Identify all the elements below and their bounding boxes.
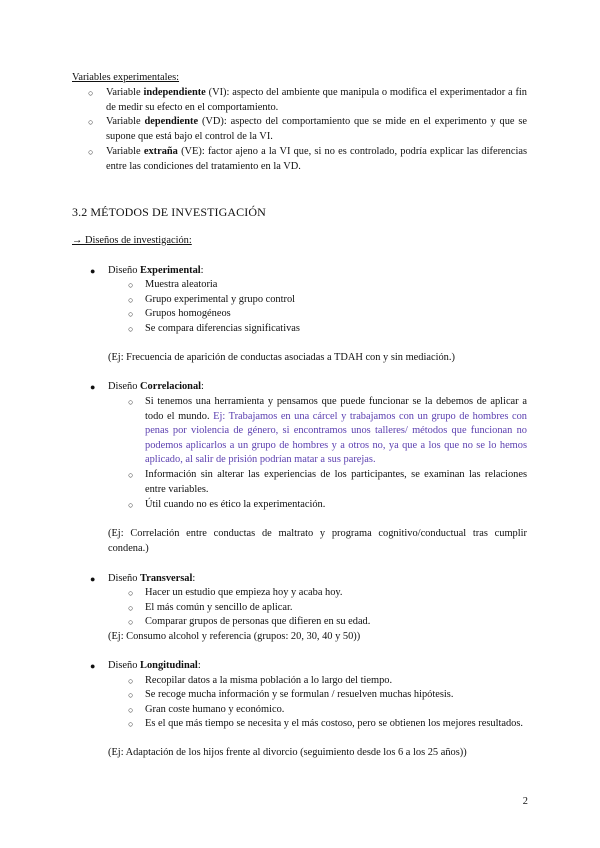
correlacional-item-1: Si tenemos una herramienta y pensamos que puede funcionar se la debemos de aplicar a todo el mundo. Ej: Trabajamos en una cárcel y trabajamos con un grupo de hombres con penas por violencia de género, si encontramos unos talleres/ métodos que funcionan no podemos aplicarlos a un grupo de hombres y a otros no, ya que a los que no se lo hemos aplicado, al salir de prisión podrían matar a sus parejas. [145,396,527,466]
bullet-circle-icon: ○ [128,588,134,598]
bullet-disc-icon: ● [90,266,96,276]
page-number: 2 [522,796,528,807]
list-item: Comparar grupos de personas que difieren en su edad. [145,616,371,627]
list-item: Es el que más tiempo se necesita y el más costoso, pero se obtienen los mejores resultados. [145,718,524,729]
list-item: Se recoge mucha información y se formulan / resuelven muchas hipótesis. [145,689,454,700]
bullet-disc-icon: ● [90,574,96,584]
design-correlacional-heading: Diseño Correlacional: [108,381,204,392]
bullet-circle-icon: ○ [128,397,134,407]
list-item: Grupos homogéneos [145,308,231,319]
list-item: Muestra aleatoria [145,279,218,290]
design-longitudinal-heading: Diseño Longitudinal: [108,660,201,671]
bullet-circle-icon: ○ [128,294,134,305]
bullet-circle-icon: ○ [128,309,134,319]
design-transversal-heading: Diseño Transversal: [108,573,196,584]
var-extrana: Variable extraña (VE): factor ajeno a la VI que, si no es controlado, podría explicar las diferencias entre las condiciones del tratamiento en la VD. [106,146,527,172]
bullet-circle-icon: ○ [88,88,94,98]
bullet-circle-icon: ○ [128,323,134,334]
list-item: Hacer un estudio que empieza hoy y acaba hoy. [145,587,343,598]
bullet-disc-icon: ● [90,661,96,671]
bullet-circle-icon: ○ [128,280,134,290]
bullet-circle-icon: ○ [128,602,134,613]
list-item: Grupo experimental y grupo control [145,293,296,305]
variables-title: Variables experimentales: [72,72,180,83]
design-longitudinal-example: (Ej: Adaptación de los hijos frente al divorcio (seguimiento desde los 6 a los 25 años)) [108,747,467,758]
list-item: El más común y sencillo de aplicar. [145,601,293,613]
designs-title: → Diseños de investigación: [72,235,192,246]
correlacional-example-inline: Ej: Trabajamos en una cárcel y trabajamos con un grupo de hombres con penas por violencia de género, si encontramos unos talleres/ métodos que funcionan no podemos aplicarlos a un grupo de hombres y a otros no, ya que a los que no se lo hemos aplicado, al salir de prisión podrían matar a sus parejas. [145,410,527,466]
bullet-circle-icon: ○ [128,470,134,480]
correlacional-item-2: Información sin alterar las experiencias de los participantes, se examinan las relaciones entre variables. [145,469,527,495]
design-transversal-example: (Ej: Consumo alcohol y referencia (grupos: 20, 30, 40 y 50)) [108,630,361,642]
design-correlacional-example: (Ej: Correlación entre conductas de maltrato y programa cognitivo/conductual tras cumplir condena.) [108,528,527,554]
bullet-circle-icon: ○ [128,704,134,715]
bullet-disc-icon: ● [90,382,96,392]
bullet-circle-icon: ○ [128,719,134,729]
bullet-circle-icon: ○ [128,617,134,627]
list-item: Recopilar datos a la misma población a lo largo del tiempo. [145,674,393,686]
bullet-circle-icon: ○ [128,690,134,700]
section-heading: 3.2 MÉTODOS DE INVESTIGACIÓN [72,205,266,219]
list-item: Gran coste humano y económico. [145,703,285,715]
var-independiente: Variable independiente (VI): aspecto del ambiente que manipula o modifica el experimentador a fin de medir su efecto en el comportamiento. [106,87,527,113]
bullet-circle-icon: ○ [128,500,134,510]
design-experimental-example: (Ej: Frecuencia de aparición de conductas asociadas a TDAH con y sin mediación.) [108,352,455,363]
correlacional-item-3: Útil cuando no es ético la experimentación. [145,499,326,510]
design-experimental-heading: Diseño Experimental: [108,265,204,276]
list-item: Se compara diferencias significativas [145,322,300,334]
bullet-circle-icon: ○ [88,147,94,157]
bullet-circle-icon: ○ [88,117,94,127]
var-dependiente: Variable dependiente (VD): aspecto del comportamiento que se mide en el experimento y que se supone que está bajo el control de la VI. [106,116,527,142]
bullet-circle-icon: ○ [128,675,134,686]
